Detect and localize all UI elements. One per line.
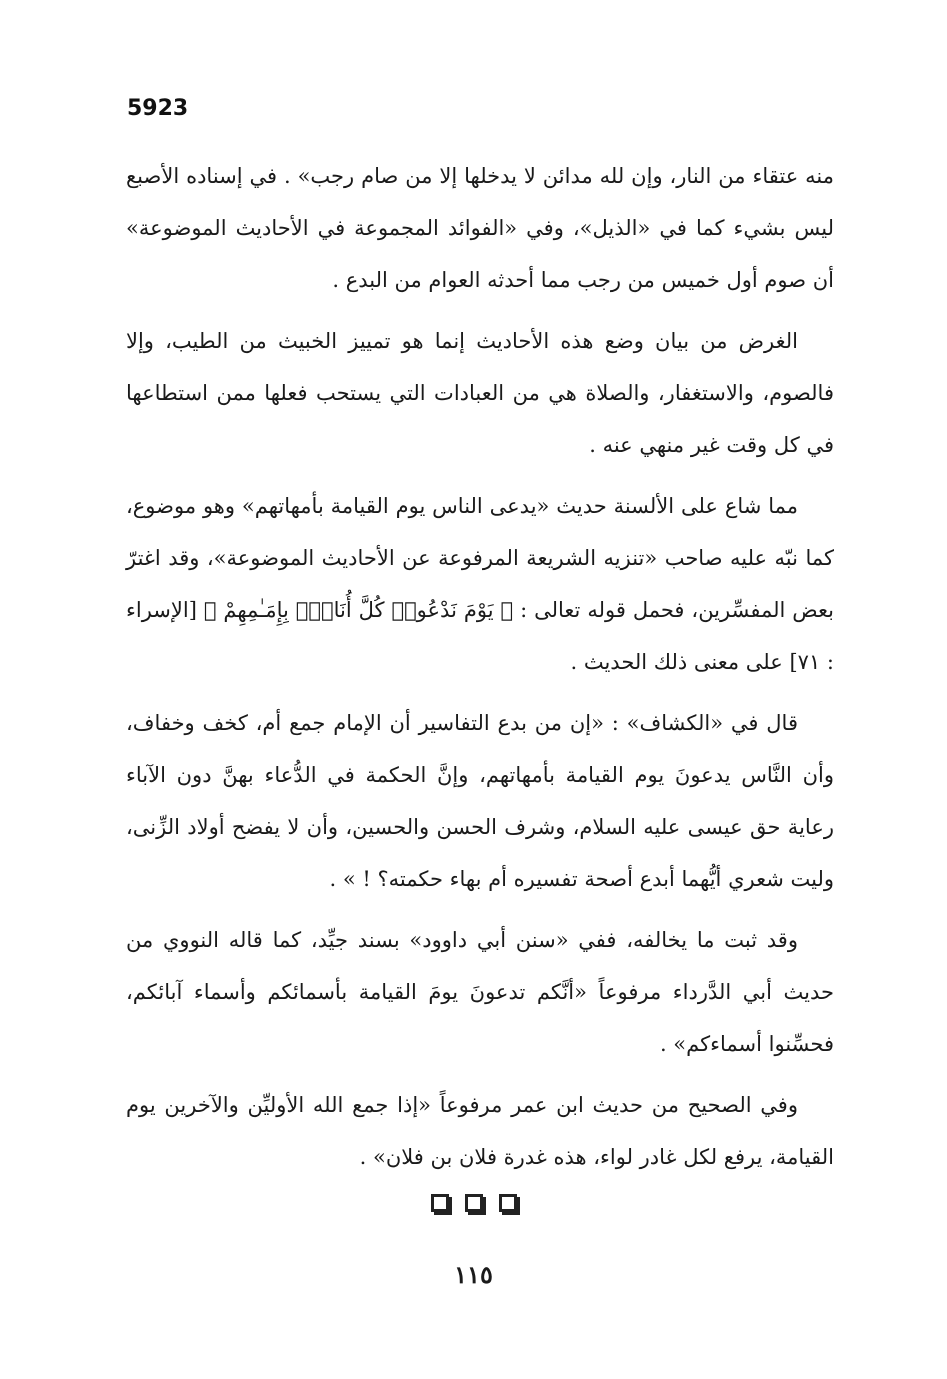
square-ornament-icon [499, 1194, 517, 1212]
square-ornament-icon [465, 1194, 483, 1212]
paragraph: منه عتقاء من النار، وإن لله مدائن لا يدخلها إلا من صام رجب» . في إسناده الأصبع ليس بشيء كما في «الذيل»، وفي «الفوائد المجموعة في الأحاديث الموضوعة» أن صوم أول خميس من رجب مما أحدثه العوام من البدع . [126, 164, 834, 292]
section-separator [0, 1194, 947, 1212]
page-number: ١١٥ [454, 1260, 493, 1289]
square-ornament-icon [431, 1194, 449, 1212]
paragraph: قال في «الكشاف» : «إن من بدع التفاسير أن الإمام جمع أم، كخف وخفاف، وأن النَّاس يدعونَ يوم القيامة بأمهاتهم، وإنَّ الحكمة في الدُّعاء بهنَّ دون الآباء رعاية حق عيسى عليه السلام، وشرف الحسن والحسين، وأن لا يفضح أولاد الزِّنى، وليت شعري أيُّهما أبدع أصحة تفسيره أم بهاء حكمته؟ ! » . [126, 711, 834, 891]
paragraph: مما شاع على الألسنة حديث «يدعى الناس يوم القيامة بأمهاتهم» وهو موضوع، كما نبّه عليه صاحب «تنزيه الشريعة المرفوعة عن الأحاديث الموضوعة»، وقد اغترّ بعض المفسِّرين، فحمل قوله تعالى : ﴿ يَوْمَ نَدْعُوا۟ كُلَّ أُنَاسٍۭ بِإِمَـٰمِهِمْ ﴾ [الإسراء : ٧١] على معنى ذلك الحديث . [126, 494, 834, 674]
paragraph: وقد ثبت ما يخالفه، ففي «سنن أبي داوود» بسند جيِّد، كما قاله النووي من حديث أبي الدَّرداء مرفوعاً «أنَّكم تدعونَ يومَ القيامة بأسمائكم وأسماء آبائكم، فحسِّنوا أسماءكم» . [126, 928, 834, 1056]
page-id: 5923 [127, 96, 189, 121]
body-text [126, 150, 834, 1192]
paragraph: الغرض من بيان وضع هذه الأحاديث إنما هو تمييز الخبيث من الطيب، وإلا فالصوم، والاستغفار، والصلاة هي من العبادات التي يستحب فعلها ممن استطاعها في كل وقت غير منهي عنه . [126, 329, 834, 457]
paragraph: وفي الصحيح من حديث ابن عمر مرفوعاً «إذا جمع الله الأوليِّن والآخرين يوم القيامة، يرفع لكل غادر لواء، هذه غدرة فلان بن فلان» . [126, 1093, 834, 1169]
